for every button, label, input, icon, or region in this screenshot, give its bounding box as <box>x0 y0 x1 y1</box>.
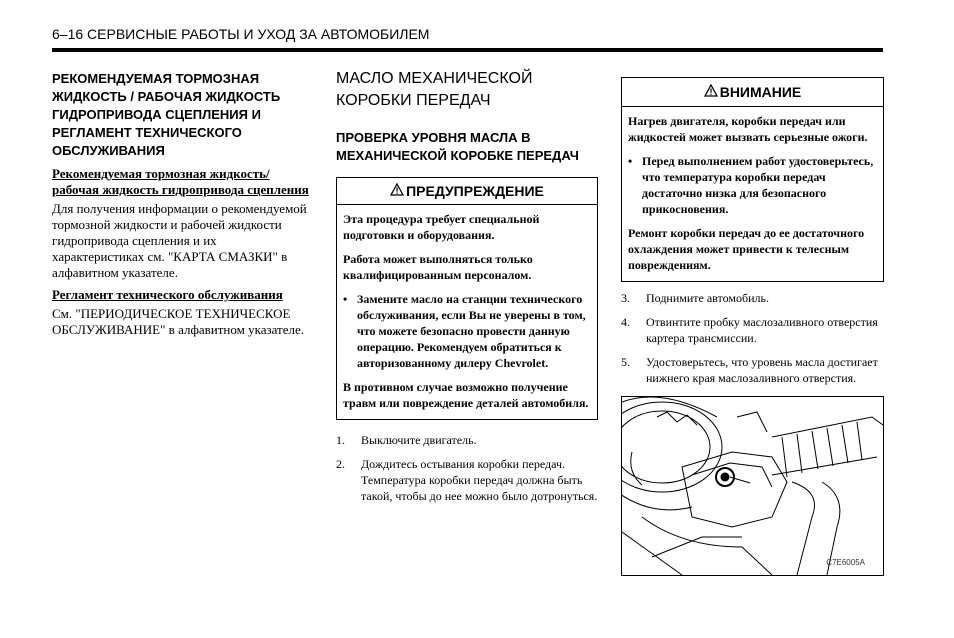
warning-bullet <box>343 291 591 371</box>
brake-fluid-heading: РЕКОМЕНДУЕМАЯ ТОРМОЗНАЯ ЖИДКОСТЬ / РАБОЧАЯ ЖИДКОСТЬ ГИДРОПРИВОДА СЦЕПЛЕНИЯ И РЕГЛАМЕНТ ТЕХНИЧЕСКОГО ОБСЛУЖИВАНИЯ <box>52 71 281 158</box>
step-text: Поднимите автомобиль. <box>646 291 769 305</box>
step-text: Отвинтите пробку маслозаливного отверстия картера трансмиссии. <box>646 315 878 345</box>
page-header: 6–16 СЕРВИСНЫЕ РАБОТЫ И УХОД ЗА АВТОМОБИЛЕМ <box>52 26 430 42</box>
caution-box-title <box>622 78 883 107</box>
transmission-illustration <box>621 396 884 576</box>
warning-triangle-icon <box>704 78 718 106</box>
steps-list-1 <box>336 432 598 504</box>
transmission-drawing <box>622 397 883 575</box>
warning-box-title <box>337 178 597 205</box>
step-item <box>621 354 884 386</box>
warning-bullet-text: Замените масло на станции технического обслуживания, если Вы не уверены в том, что можете безопасно провести данную операцию. Рекомендуем обратиться к авторизованному дилеру Chevrolet. <box>357 292 586 370</box>
step-number: 5. <box>621 355 630 369</box>
column-left <box>52 70 310 338</box>
step-item <box>336 432 598 448</box>
warning-text-2: Работа может выполняться только квалифицированным персоналом. <box>343 252 533 282</box>
caution-bullet <box>628 153 877 217</box>
caution-title-text: ВНИМАНИЕ <box>719 84 802 100</box>
steps-list-2 <box>621 290 884 386</box>
column-right <box>621 77 884 576</box>
recommended-fluid-subheading: Рекомендуемая тормозная жидкость/ рабочая жидкость гидропривода сцепления <box>52 166 309 197</box>
maintenance-schedule-paragraph: См. "ПЕРИОДИЧЕСКОЕ ТЕХНИЧЕСКОЕ ОБСЛУЖИВАНИЕ" в алфавитном указателе. <box>52 306 305 337</box>
step-number: 2. <box>336 457 345 471</box>
caution-bullet-text: Перед выполнением работ удостоверьтесь, что температура коробки передач достаточно низка для безопасного прикосновения. <box>642 154 874 216</box>
column-middle <box>336 68 598 512</box>
bullet-dot: • <box>628 154 633 168</box>
step-item <box>621 314 884 346</box>
section-title: МАСЛО МЕХАНИЧЕСКОЙ КОРОБКИ ПЕРЕДАЧ <box>336 70 533 109</box>
caution-box <box>621 77 884 282</box>
step-number: 1. <box>336 433 345 447</box>
bullet-dot: • <box>343 292 348 306</box>
header-rule <box>52 48 883 52</box>
step-number: 4. <box>621 315 630 329</box>
step-item <box>336 456 598 504</box>
warning-text-1: Эта процедура требует специальной подготовки и оборудования. <box>343 212 540 242</box>
section-subtitle: ПРОВЕРКА УРОВНЯ МАСЛА В МЕХАНИЧЕСКОЙ КОРОБКЕ ПЕРЕДАЧ <box>336 130 579 163</box>
step-text: Выключите двигатель. <box>361 433 477 447</box>
step-text: Удостоверьтесь, что уровень масла достигает нижнего края маслозаливного отверстия. <box>646 355 878 385</box>
warning-box <box>336 177 598 420</box>
maintenance-schedule-subheading: Регламент технического обслуживания <box>52 287 283 302</box>
figure-code: C7E6005A <box>826 558 865 567</box>
warning-text-3: В противном случае возможно получение травм или повреждение деталей автомобиля. <box>343 380 589 410</box>
step-item <box>621 290 884 306</box>
caution-text-2: Ремонт коробки передач до ее достаточного охлаждения может привести к телесным повреждениям. <box>628 226 865 272</box>
warning-triangle-icon <box>390 178 404 204</box>
recommended-fluid-paragraph: Для получения информации о рекомендуемой тормозной жидкости и рабочей жидкости гидропривода сцепления и их характеристиках см. "КАРТА СМАЗКИ" в алфавитном указателе. <box>52 201 307 280</box>
warning-title-text: ПРЕДУПРЕЖДЕНИЕ <box>406 183 544 199</box>
step-number: 3. <box>621 291 630 305</box>
caution-text-1: Нагрев двигателя, коробки передач или жидкостей может вызвать серьезные ожоги. <box>628 114 868 144</box>
step-text: Дождитесь остывания коробки передач. Температура коробки передач должна быть такой, чтобы до нее можно было дотронуться. <box>361 457 598 503</box>
